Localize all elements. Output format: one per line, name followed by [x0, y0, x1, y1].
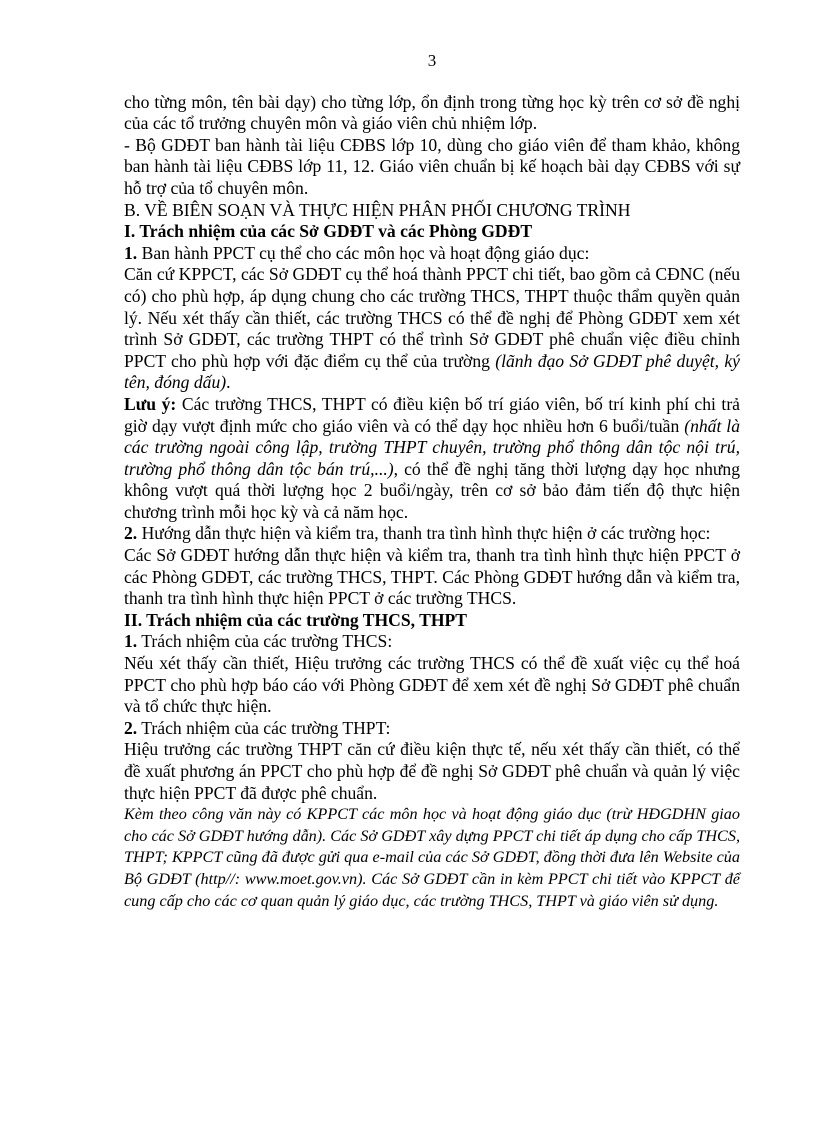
item-2-text: Hướng dẫn thực hiện và kiểm tra, thanh tra tình hình thực hiện ở các trường học: — [137, 523, 711, 544]
item-4-heading — [124, 718, 740, 740]
document-page — [124, 50, 740, 912]
section-heading-2: II. Trách nhiệm của các trường THCS, THPT — [124, 609, 468, 630]
paragraph-cdbs: - Bộ GDĐT ban hành tài liệu CĐBS lớp 10, dùng cho giáo viên để tham khảo, không ban hành tài liệu CĐBS lớp 11, 12. Giáo viên chuẩn bị kế hoạch bài dạy CĐBS với sự hỗ trợ của tổ chuyên môn. — [124, 134, 740, 198]
item-1-number: 1. — [124, 242, 138, 263]
section-heading-1: I. Trách nhiệm của các Sở GDĐT và các Phòng GDĐT — [124, 221, 533, 242]
item-4-text: Trách nhiệm của các trường THPT: — [137, 717, 391, 738]
item-4-number: 2. — [124, 717, 138, 738]
paragraph-inspection: Các Sở GDĐT hướng dẫn thực hiện và kiểm tra, thanh tra tình hình thực hiện PPCT ở các Phòng GDĐT, các trường THCS, THPT. Các Phòng GDĐT hướng dẫn và kiểm tra, thanh tra tình hình thực hiện PPCT ở các trường THCS. — [124, 545, 740, 609]
item-3-number: 1. — [124, 631, 138, 652]
paragraph-kppct-end: . — [226, 372, 231, 393]
section-heading-b: B. VỀ BIÊN SOẠN VÀ THỰC HIỆN PHÂN PHỐI CHƯƠNG TRÌNH — [124, 199, 631, 220]
note-paragraph — [124, 394, 740, 524]
paragraph-kppct-text: Căn cứ KPPCT, các Sở GDĐT cụ thể hoá thành PPCT chi tiết, bao gồm cả CĐNC (nếu có) cho phù hợp, áp dụng chung cho các trường THCS, THPT thuộc thẩm quyền quản lý. Nếu xét thấy cần thiết, các trường THCS có thể đề nghị để Phòng GDĐT xem xét trình Sở GDĐT, các trường THPT có thể trình Sở GDĐT phê chuẩn việc điều chỉnh PPCT cho phù hợp với đặc điểm cụ thể của trường — [124, 264, 740, 371]
paragraph-attachment: Kèm theo công văn này có KPPCT các môn học và hoạt động giáo dục (trừ HĐGDHN giao cho các Sở GDĐT hướng dẫn). Các Sở GDĐT xây dựng PPCT chi tiết áp dụng cho cấp THCS, THPT; KPPCT cũng đã được gửi qua e-mail của các Sở GDĐT, đồng thời đưa lên Website của Bộ GDĐT (http//: www.moet.gov.vn). Các Sở GDĐT cần in kèm PPCT chi tiết vào KPPCT để cung cấp cho các cơ quan quản lý giáo dục, các trường THCS, THPT và giáo viên sử dụng. — [124, 805, 740, 910]
item-3-heading — [124, 631, 740, 653]
note-text-1: Các trường THCS, THPT có điều kiện bố trí giáo viên, bố trí kinh phí chi trả giờ dạy vượt định mức cho giáo viên và có thể dạy học nhiều hơn 6 buổi/tuần — [124, 393, 740, 436]
note-text-2: , có thể đề nghị tăng thời lượng dạy học nhưng không vượt quá thời lượng học 2 buổi/ngày, trên cơ sở bảo đảm tiến độ thực hiện chương trình mỗi học kỳ và cả năm học. — [124, 458, 740, 522]
item-2-heading — [124, 523, 740, 545]
page-number: 3 — [427, 51, 437, 70]
note-label: Lưu ý: — [124, 393, 177, 414]
paragraph-kppct — [124, 264, 740, 394]
item-1-heading — [124, 243, 740, 265]
item-1-text: Ban hành PPCT cụ thể cho các môn học và hoạt động giáo dục: — [137, 242, 590, 263]
note-italic: (nhất là các trường ngoài công lập, trường THPT chuyên, trường phổ thông dân tộc nội trú, trường phổ thông dân tộc bán trú,...) — [124, 415, 740, 479]
item-3-text: Trách nhiệm của các trường THCS: — [137, 631, 393, 652]
item-2-number: 2. — [124, 523, 138, 544]
paragraph-thpt: Hiệu trưởng các trường THPT căn cứ điều kiện thực tế, nếu xét thấy cần thiết, có thể đề xuất phương án PPCT cho phù hợp để đề nghị Sở GDĐT phê chuẩn và quản lý việc thực hiện PPCT đã được phê chuẩn. — [124, 739, 740, 803]
paragraph-thcs: Nếu xét thấy cần thiết, Hiệu trưởng các trường THCS có thể đề xuất việc cụ thể hoá PPCT cho phù hợp báo cáo với Phòng GDĐT để xem xét đề nghị Sở GDĐT phê chuẩn và tổ chức thực hiện. — [124, 653, 740, 717]
paragraph-continuation: cho từng môn, tên bài dạy) cho từng lớp, ổn định trong từng học kỳ trên cơ sở đề nghị của các tổ trưởng chuyên môn và giáo viên chủ nhiệm lớp. — [124, 91, 740, 134]
paragraph-kppct-italic: (lãnh đạo Sở GDĐT phê duyệt, ký tên, đóng dấu) — [124, 350, 740, 393]
